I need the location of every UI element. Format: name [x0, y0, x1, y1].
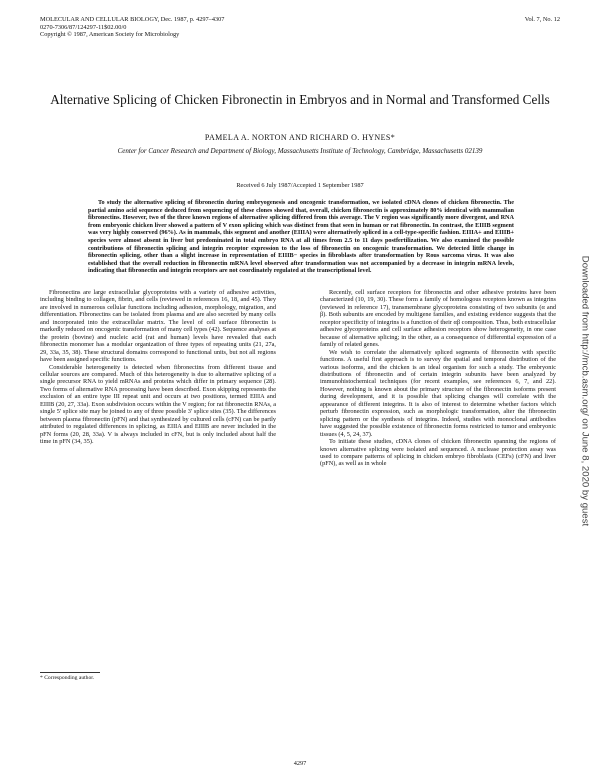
footnote-divider — [40, 672, 100, 673]
affiliation: Center for Cancer Research and Department of Biology, Massachusetts Institute of Technology, Cambridge, Massachusetts 02139 — [117, 147, 483, 155]
paragraph: We wish to correlate the alternatively spliced segments of fibronectin with specific functions. A useful first approach is to survey the spatial and temporal distribution of the various isoforms, and the chicken is an ideal organism for such a study. The embryonic distributions of fibronectin and of certain integrin subunits have been analyzed by immunohistochemical techniques (for recent examples, see references 6, 7, and 22). However, nothing is known about the primary structure of the fibronectin isoforms present during development, and it is possible that splicing changes will correlate with the appearance of different integrins. It is also of interest to determine whether factors which perturb fibronectin expression, such as morphologic transformation, alter the fibronectin splicing pattern or the synthesis of integrins. Indeed, studies with monoclonal antibodies have suggested the possible existence of fibronectin forms restricted to tumor and embryonic tissues (4, 5, 24, 37). — [320, 348, 556, 438]
article-title: Alternative Splicing of Chicken Fibronectin in Embryos and in Normal and Transformed Cells — [50, 92, 550, 107]
journal-header — [40, 16, 560, 39]
download-watermark-text: Downloaded from http://mcb.asm.org/ on June 8, 2020 by guest — [579, 255, 591, 527]
footnote: * Corresponding author. — [40, 675, 95, 681]
paragraph: Recently, cell surface receptors for fibronectin and other adhesive proteins have been characterized (10, 19, 30). These form a family of homologous receptors known as integrins (reviewed in reference 17), transmembrane glycoproteins consisting of two subunits (α and β). Both subunits are encoded by multigene families, and existing evidence suggests that the receptor specificity of integrins is a function of their αβ composition. Thus, both extracellular adhesive glycoproteins and cell surface adhesion receptors show heterogeneity, in one case because of alternative splicing; in the other, as a consequence of differential expression of a family of related genes. — [320, 289, 556, 349]
paragraph: Fibronectins are large extracellular glycoproteins with a variety of adhesive activities, including binding to collagen, fibrin, and cells (reviewed in references 16, 18, and 45). They are involved in numerous cellular functions including adhesion, morphology, migration, and differentiation. Fibronectins can be isolated from plasma and are also secreted by many cells and incorporated into the extracellular matrix. The level of cell surface fibronectin is markedly reduced on oncogenic transformation of many cell types (42). Sequence analyses at the protein (bovine) and nucleic acid (rat and human) levels have revealed that each fibronectin monomer has a modular organization of three types of repeating units (21, 27a, 29, 33a, 35, 38). These structural domains correspond to functional units, but not all regions have been assigned specific functions. — [40, 289, 276, 364]
abstract: To study the alternative splicing of fibronectin during embryogenesis and oncogenic transformation, we isolated cDNA clones of chicken fibronectin. The partial amino acid sequence deduced from sequencing of these clones showed that, overall, chicken fibronectin is approximately 80% identical with mammalian fibronectins. However, two of the three known regions of alternative splicing differed from this average. The V region was significantly more divergent, and RNA from embryonic chicken liver showed a pattern of V exon splicing which was distinct from that seen in human or rat fibronectin. In contrast, the EIIIB segment was very highly conserved (96%). As in mammals, this segment and another (EIIIA) were alternatively spliced in a cell-type-specific fashion. EIIIA+ and EIIIB+ species were almost absent in liver but predominated in total embryo RNA at all times from 2.5 to 11 days postfertilization. We also examined the possible contributions of fibronectin splicing and integrin receptor expression to the loss of fibronectin on oncogenic transformation. We detected little change in fibronectin splicing, other than a slight increase in representation of EIIIB− species in fibroblasts after transformation by Rous sarcoma virus. It was also established that the overall reduction in fibronectin mRNA level observed after transformation was not accompanied by a decrease in integrin mRNA levels, indicating that fibronectin and integrin receptors are not coordinately regulated at the transcriptional level. — [88, 199, 514, 275]
copyright-line: Copyright © 1987, American Society for Microbiology — [40, 31, 180, 39]
left-column — [40, 289, 276, 446]
received-dates: Received 6 July 1987/Accepted 1 September 1987 — [236, 182, 364, 189]
paragraph: Considerable heterogeneity is detected when fibronectins from different tissue and cellular sources are compared. Much of this heterogeneity is due to alternative splicing of a single precursor RNA to yield mRNAs and proteins which differ in primary sequence (28). Two forms of alternative RNA processing have been described. Exon skipping represents the exclusion of an entire type III repeat unit and occurs at two positions, termed EIIIA and EIIIB (20, 27, 33a). Exon subdivision occurs within the V region; for rat fibronectin RNAs, a single 5′ splice site may be joined to any of three possible 3′ splice sites (35). The differences between plasma fibronectin (pFN) and that synthesized by cultured cells (cFN) can be partly attributed to regulated differences in splicing, as EIIIA and EIIIB are never included in the pFN forms (20, 28, 33a). V is always included in cFN, but is only included about half the time in pFN (34, 35). — [40, 363, 276, 446]
download-watermark — [578, 196, 592, 586]
paragraph: To initiate these studies, cDNA clones of chicken fibronectin spanning the regions of known alternative splicing were isolated and sequenced. A nuclease protection assay was used to compare patterns of splicing in chicken embryo fibroblasts (CEFs) (cFN) and liver (pFN), as well as in whole — [320, 438, 556, 468]
page-number: 4297 — [293, 760, 307, 767]
issn-line: 0270-7306/87/124297-11$02.00/0 — [40, 23, 127, 31]
journal-citation: MOLECULAR AND CELLULAR BIOLOGY, Dec. 1987, p. 4297–4307 — [40, 16, 225, 23]
right-column — [320, 289, 556, 468]
volume-label: Vol. 7, No. 12 — [524, 16, 560, 23]
author-line: PAMELA A. NORTON AND RICHARD O. HYNES* — [204, 133, 396, 142]
